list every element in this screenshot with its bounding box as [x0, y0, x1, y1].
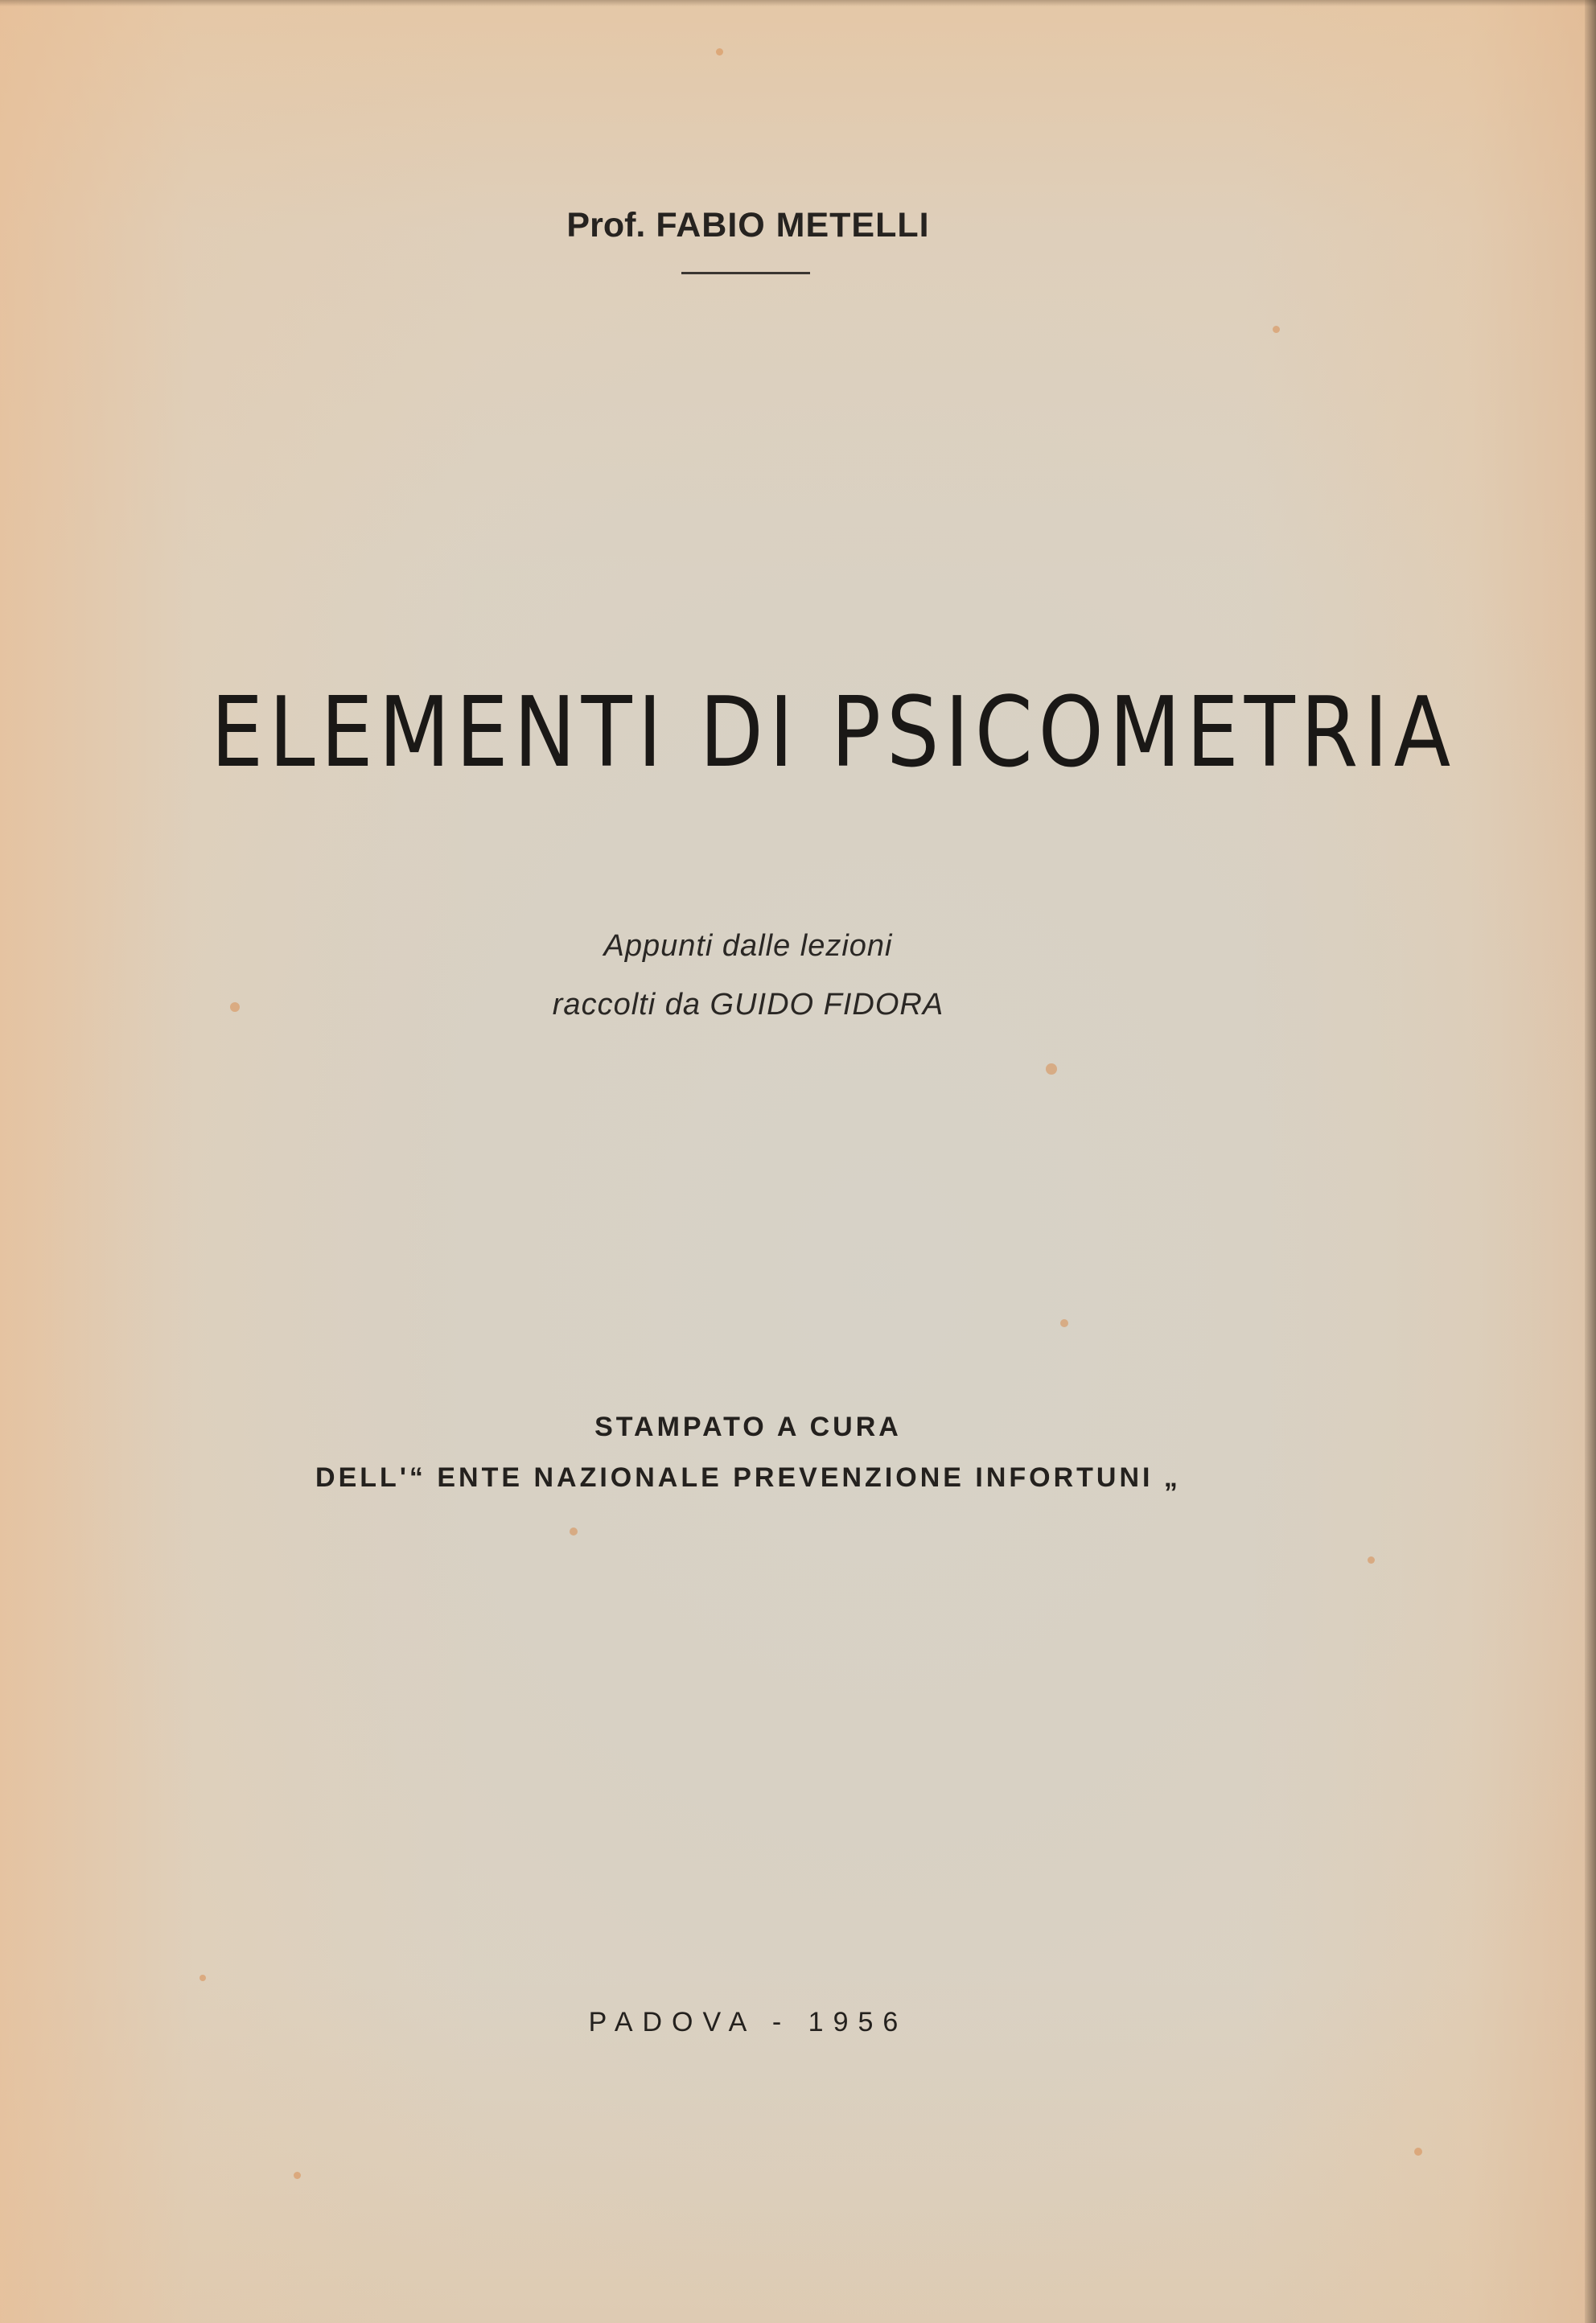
place-and-year: PADOVA - 1956: [588, 2007, 908, 2037]
foxing-stain: [1368, 1556, 1375, 1564]
foxing-stain: [1414, 2148, 1422, 2156]
cover-top-edge: [0, 0, 1596, 6]
foxing-stain: [294, 2172, 301, 2179]
foxing-stain: [200, 1975, 206, 1981]
subtitle-line-1: Appunti dalle lezioni: [603, 929, 893, 963]
book-title: ELEMENTI DI PSICOMETRIA: [211, 677, 1457, 789]
cover-right-edge: [1585, 0, 1596, 2323]
foxing-stain: [1060, 1319, 1068, 1327]
author-divider: [681, 272, 810, 274]
foxing-stain: [570, 1527, 578, 1536]
foxing-stain: [716, 48, 723, 56]
printed-by-line-1: STAMPATO A CURA: [594, 1412, 902, 1442]
foxing-stain: [1046, 1063, 1057, 1075]
subtitle-line-2: raccolti da GUIDO FIDORA: [552, 988, 944, 1022]
author-name: FABIO METELLI: [656, 206, 930, 245]
author-line: [0, 206, 1496, 245]
printed-by-line-2: DELL'“ ENTE NAZIONALE PREVENZIONE INFORTUNI „: [315, 1462, 1181, 1493]
author-prefix: Prof.: [566, 206, 646, 245]
foxing-stain: [1273, 326, 1280, 333]
